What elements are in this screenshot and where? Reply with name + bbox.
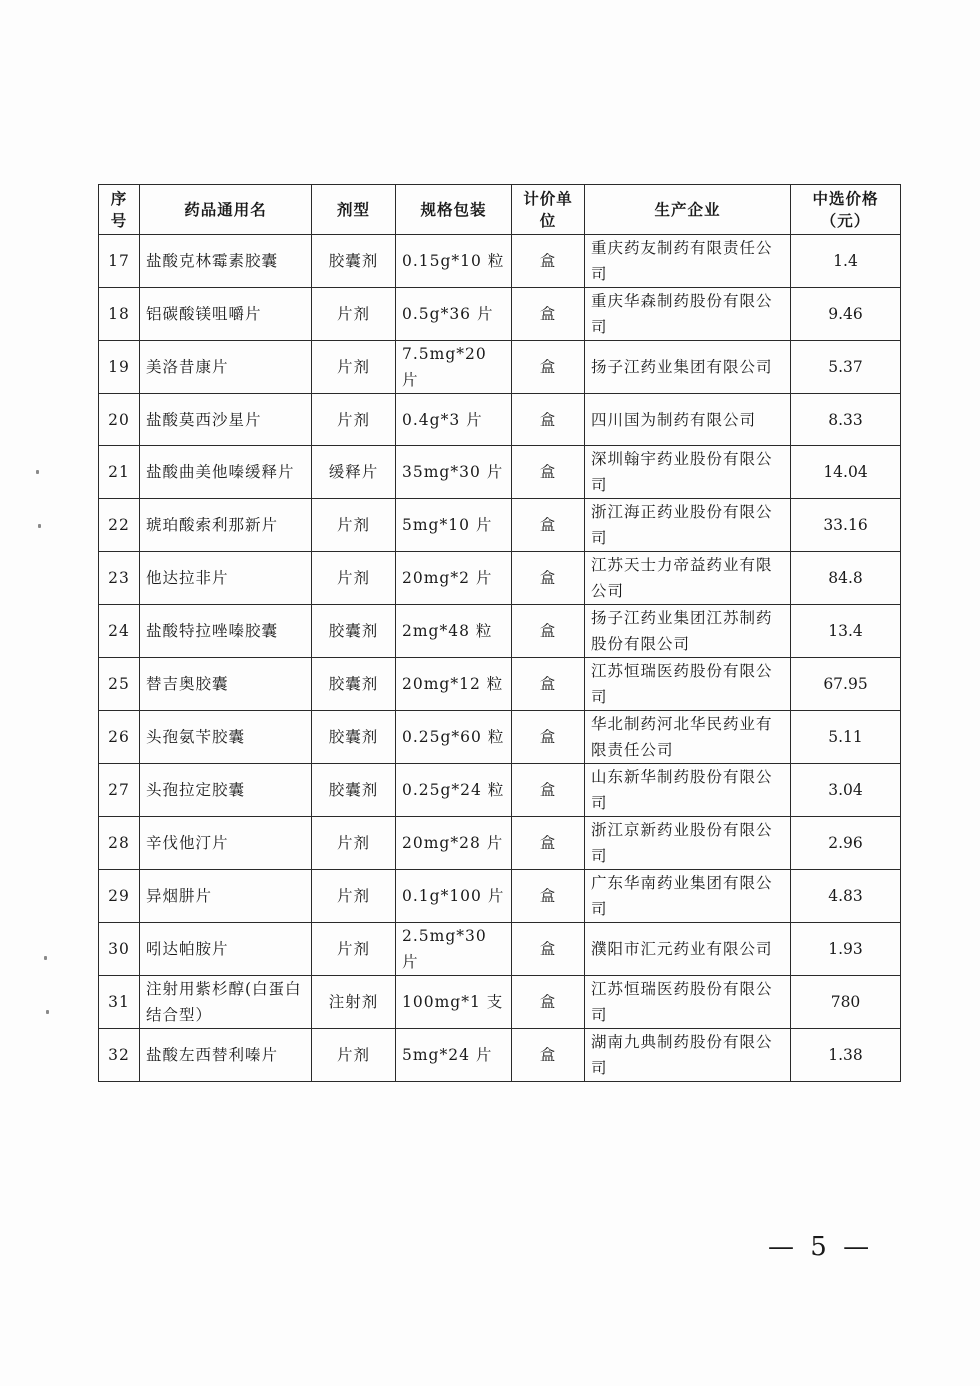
row-dosage-form: 胶囊剂 [312,235,396,288]
row-dosage-form: 片剂 [312,923,396,976]
row-unit: 盒 [512,711,585,764]
row-specification: 0.15g*10 粒 [396,235,512,288]
row-price: 1.38 [791,1029,901,1082]
row-drug-name: 头孢氨苄胶囊 [140,711,312,764]
table-row [99,341,901,394]
row-manufacturer: 扬子江药业集团有限公司 [585,341,791,394]
row-price: 1.93 [791,923,901,976]
scan-speck [38,524,41,528]
row-specification: 35mg*30 片 [396,446,512,499]
row-unit: 盒 [512,1029,585,1082]
row-manufacturer: 深圳翰宇药业股份有限公司 [585,446,791,499]
row-manufacturer: 江苏恒瑞医药股份有限公司 [585,658,791,711]
row-price: 2.96 [791,817,901,870]
row-dosage-form: 片剂 [312,552,396,605]
row-no: 18 [99,288,140,341]
table-row [99,923,901,976]
row-no: 25 [99,658,140,711]
row-no: 21 [99,446,140,499]
header-specification: 规格包装 [396,185,512,235]
row-unit: 盒 [512,446,585,499]
row-price: 67.95 [791,658,901,711]
row-unit: 盒 [512,394,585,446]
row-manufacturer: 广东华南药业集团有限公司 [585,870,791,923]
scan-speck [44,956,47,960]
row-specification: 5mg*10 片 [396,499,512,552]
table-row [99,394,901,446]
row-drug-name: 头孢拉定胶囊 [140,764,312,817]
row-price: 33.16 [791,499,901,552]
row-dosage-form: 胶囊剂 [312,764,396,817]
row-drug-name: 注射用紫杉醇(白蛋白结合型） [140,976,312,1029]
row-drug-name: 辛伐他汀片 [140,817,312,870]
row-price: 1.4 [791,235,901,288]
row-specification: 0.25g*24 粒 [396,764,512,817]
row-dosage-form: 片剂 [312,341,396,394]
row-dosage-form: 胶囊剂 [312,658,396,711]
row-price: 5.11 [791,711,901,764]
row-price: 14.04 [791,446,901,499]
table-row [99,658,901,711]
row-manufacturer: 重庆华森制药股份有限公司 [585,288,791,341]
row-drug-name: 吲达帕胺片 [140,923,312,976]
row-manufacturer: 四川国为制药有限公司 [585,394,791,446]
row-specification: 20mg*2 片 [396,552,512,605]
row-drug-name: 盐酸克林霉素胶囊 [140,235,312,288]
row-unit: 盒 [512,658,585,711]
row-unit: 盒 [512,976,585,1029]
row-price: 9.46 [791,288,901,341]
table-row [99,976,901,1029]
row-unit: 盒 [512,552,585,605]
table-row [99,552,901,605]
header-price: 中选价格（元） [791,185,901,235]
row-dosage-form: 胶囊剂 [312,605,396,658]
table-row [99,870,901,923]
row-unit: 盒 [512,288,585,341]
row-dosage-form: 片剂 [312,1029,396,1082]
row-unit: 盒 [512,870,585,923]
row-price: 13.4 [791,605,901,658]
row-unit: 盒 [512,817,585,870]
row-unit: 盒 [512,764,585,817]
row-no: 22 [99,499,140,552]
table-row [99,446,901,499]
row-no: 30 [99,923,140,976]
row-unit: 盒 [512,923,585,976]
row-specification: 0.1g*100 片 [396,870,512,923]
scan-speck [36,470,39,474]
drug-price-table [98,184,901,1082]
table-row [99,1029,901,1082]
row-manufacturer: 浙江京新药业股份有限公司 [585,817,791,870]
row-manufacturer: 湖南九典制药股份有限公司 [585,1029,791,1082]
row-manufacturer: 扬子江药业集团江苏制药股份有限公司 [585,605,791,658]
table-row [99,817,901,870]
row-price: 5.37 [791,341,901,394]
header-no: 序号 [99,185,140,235]
row-no: 17 [99,235,140,288]
row-drug-name: 盐酸曲美他嗪缓释片 [140,446,312,499]
row-price: 780 [791,976,901,1029]
row-no: 32 [99,1029,140,1082]
row-specification: 2.5mg*30 片 [396,923,512,976]
row-drug-name: 琥珀酸索利那新片 [140,499,312,552]
row-dosage-form: 片剂 [312,394,396,446]
header-dosage-form: 剂型 [312,185,396,235]
row-drug-name: 美洛昔康片 [140,341,312,394]
header-unit: 计价单位 [512,185,585,235]
row-price: 3.04 [791,764,901,817]
header-drug-name: 药品通用名 [140,185,312,235]
row-no: 28 [99,817,140,870]
row-manufacturer: 浙江海正药业股份有限公司 [585,499,791,552]
row-specification: 0.25g*60 粒 [396,711,512,764]
row-drug-name: 盐酸特拉唑嗪胶囊 [140,605,312,658]
row-specification: 0.4g*3 片 [396,394,512,446]
row-specification: 2mg*48 粒 [396,605,512,658]
row-no: 31 [99,976,140,1029]
row-dosage-form: 缓释片 [312,446,396,499]
row-specification: 5mg*24 片 [396,1029,512,1082]
row-manufacturer: 江苏天士力帝益药业有限公司 [585,552,791,605]
row-unit: 盒 [512,499,585,552]
table-row [99,764,901,817]
row-dosage-form: 片剂 [312,288,396,341]
row-no: 23 [99,552,140,605]
row-specification: 0.5g*36 片 [396,288,512,341]
row-drug-name: 替吉奥胶囊 [140,658,312,711]
row-manufacturer: 山东新华制药股份有限公司 [585,764,791,817]
row-dosage-form: 胶囊剂 [312,711,396,764]
scan-speck [46,1010,49,1014]
row-price: 8.33 [791,394,901,446]
row-specification: 100mg*1 支 [396,976,512,1029]
row-price: 4.83 [791,870,901,923]
row-manufacturer: 重庆药友制药有限责任公司 [585,235,791,288]
row-manufacturer: 濮阳市汇元药业有限公司 [585,923,791,976]
row-specification: 7.5mg*20 片 [396,341,512,394]
row-no: 27 [99,764,140,817]
row-specification: 20mg*28 片 [396,817,512,870]
row-drug-name: 盐酸左西替利嗪片 [140,1029,312,1082]
row-dosage-form: 片剂 [312,817,396,870]
row-no: 26 [99,711,140,764]
row-dosage-form: 注射剂 [312,976,396,1029]
row-price: 84.8 [791,552,901,605]
row-no: 29 [99,870,140,923]
row-dosage-form: 片剂 [312,870,396,923]
row-drug-name: 盐酸莫西沙星片 [140,394,312,446]
row-dosage-form: 片剂 [312,499,396,552]
table-row [99,235,901,288]
table-row [99,499,901,552]
row-drug-name: 异烟肼片 [140,870,312,923]
page-number: — 5 — [768,1232,874,1262]
table-row [99,288,901,341]
row-no: 24 [99,605,140,658]
table-row [99,605,901,658]
header-manufacturer: 生产企业 [585,185,791,235]
row-specification: 20mg*12 粒 [396,658,512,711]
row-unit: 盒 [512,235,585,288]
table-row [99,711,901,764]
row-manufacturer: 江苏恒瑞医药股份有限公司 [585,976,791,1029]
row-no: 19 [99,341,140,394]
table-header-row [99,185,901,235]
row-drug-name: 他达拉非片 [140,552,312,605]
row-manufacturer: 华北制药河北华民药业有限责任公司 [585,711,791,764]
row-no: 20 [99,394,140,446]
row-drug-name: 铝碳酸镁咀嚼片 [140,288,312,341]
row-unit: 盒 [512,605,585,658]
row-unit: 盒 [512,341,585,394]
